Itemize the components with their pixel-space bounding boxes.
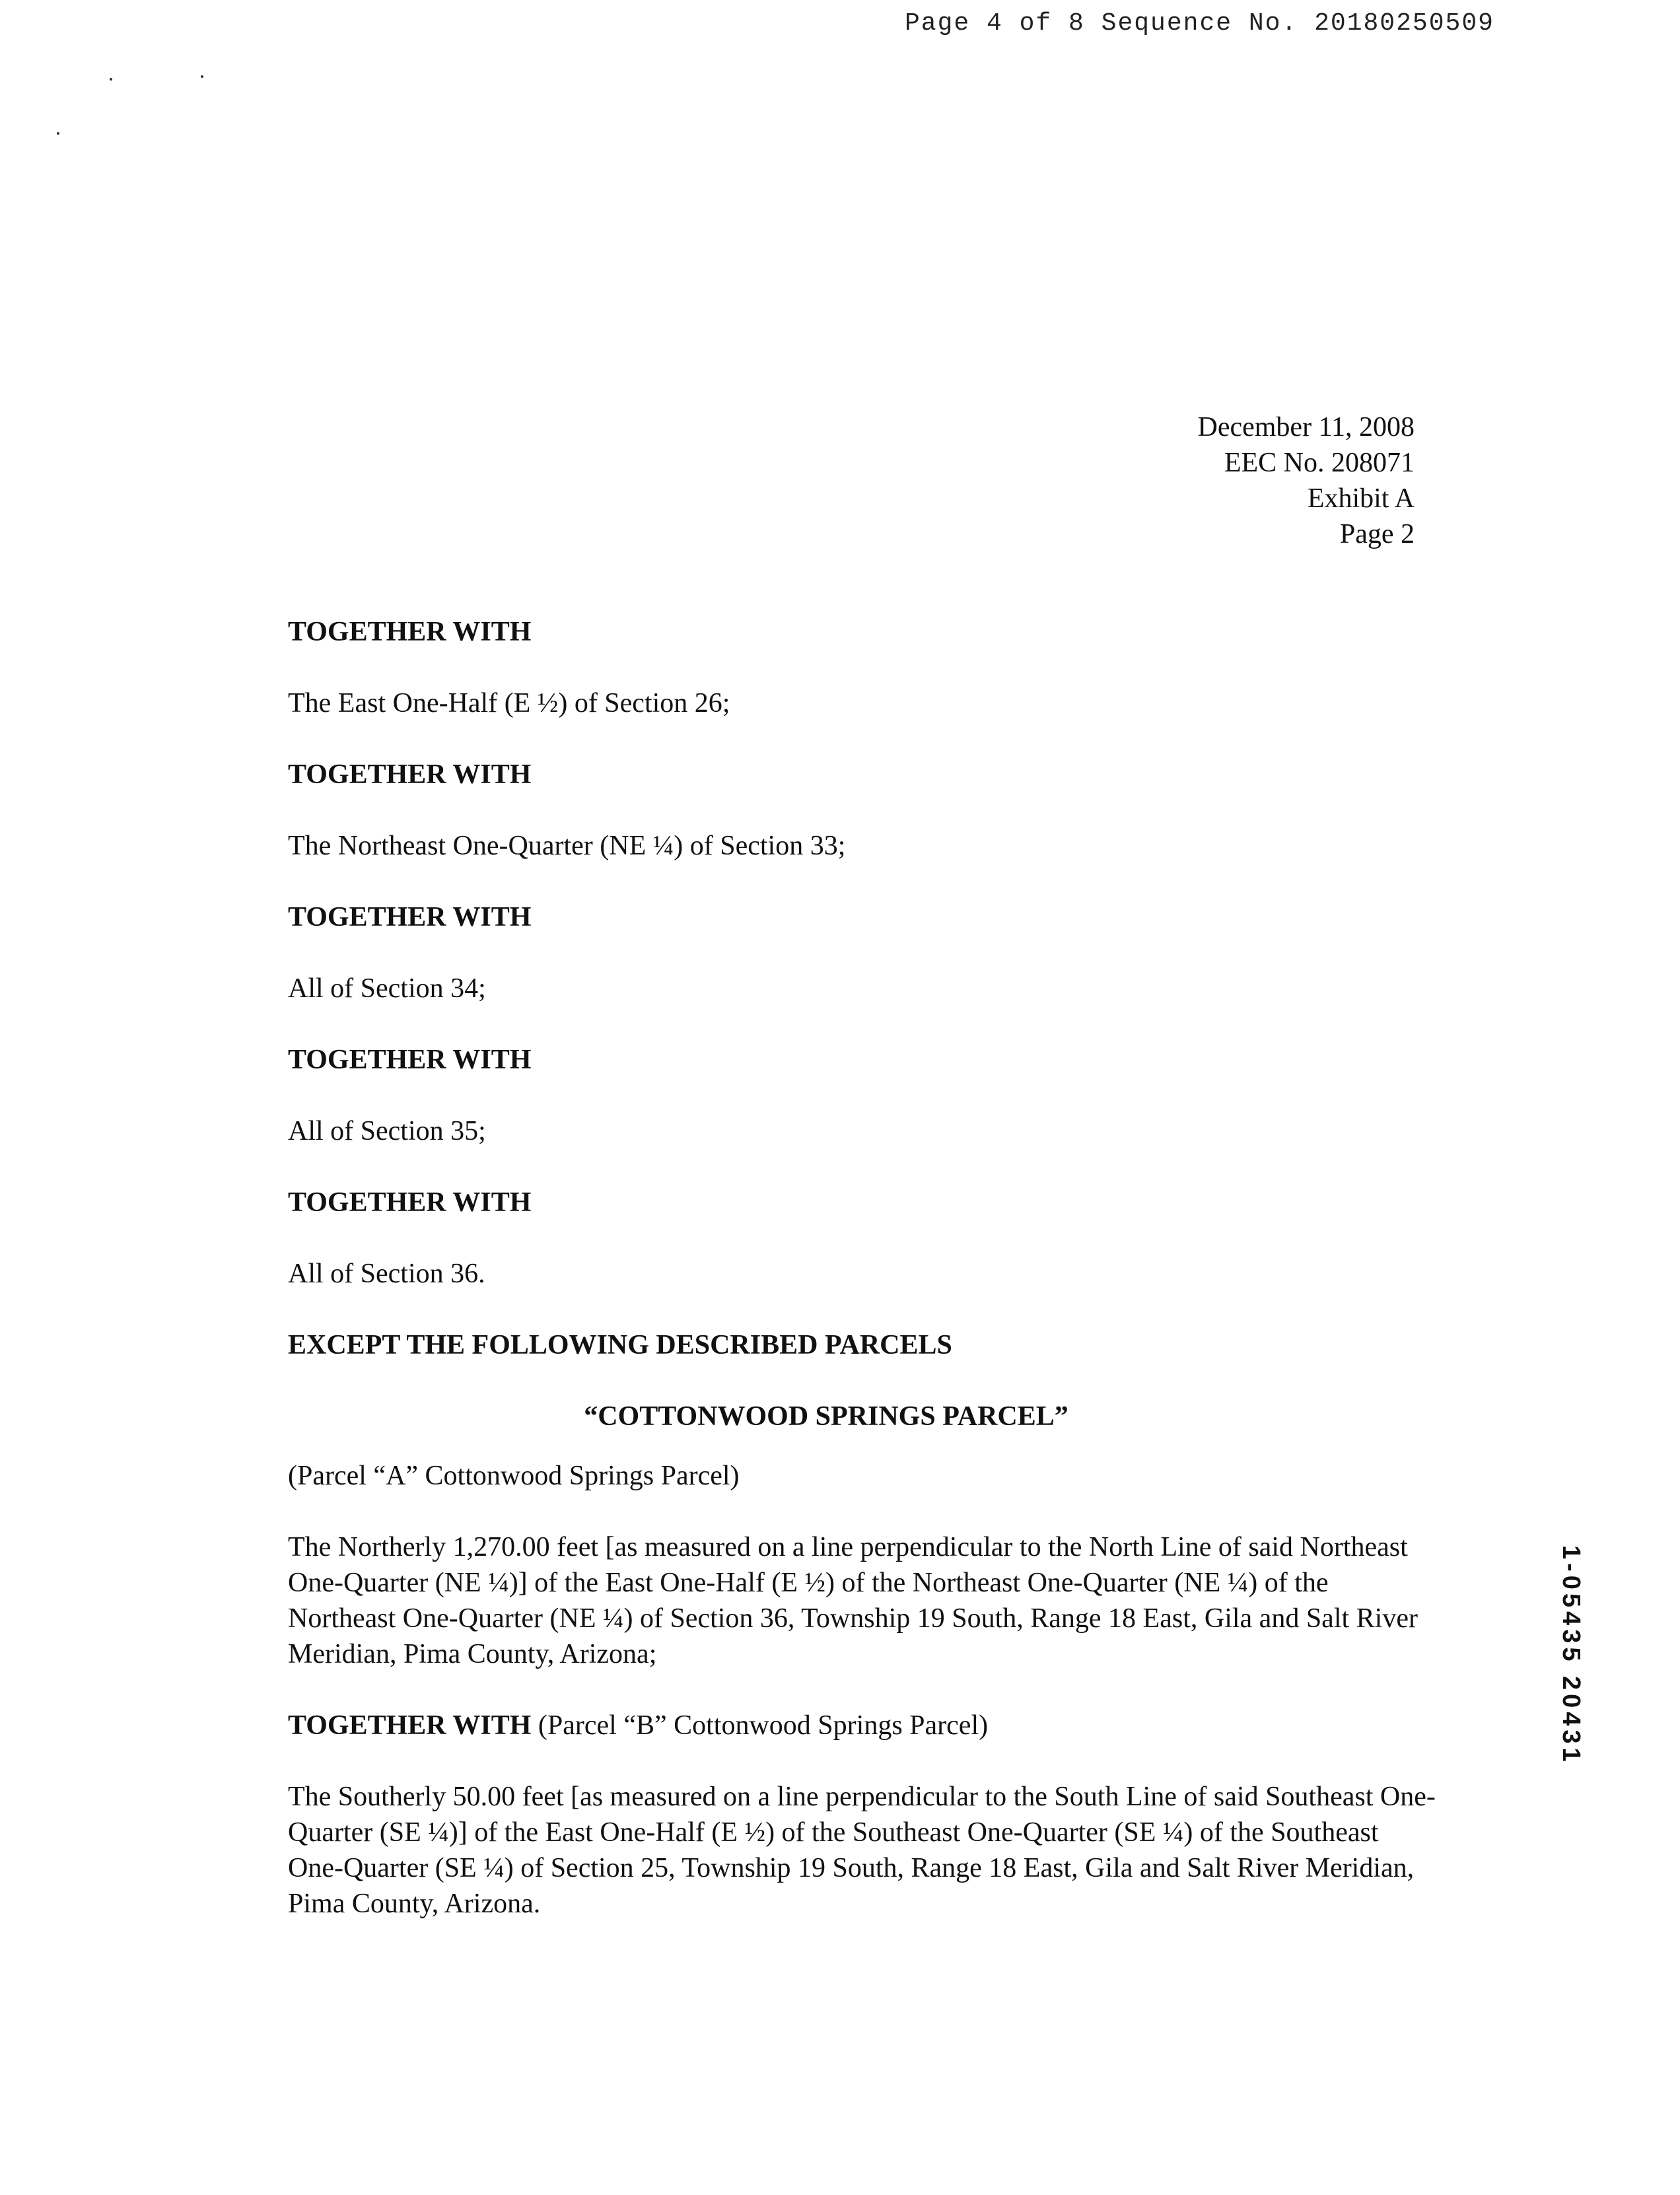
parcel-b-description: The Southerly 50.00 feet [as measured on a line perpendicular to the South Line of said Southeast One-Quarter (SE ¼)] of the East One-Half (E ½) of the Southeast One-Quarter (SE ¼) of the Southeast One-Quarter (SE ¼) of Section 25, Township 19 South, Range 18 East, Gila and Salt River Meridian, Pima County, Arizona. (288, 1782, 1436, 1919)
document-body (288, 614, 1450, 1922)
section-heading: TOGETHER WITH (288, 617, 532, 647)
section-heading: TOGETHER WITH (288, 759, 532, 790)
scan-speck (201, 75, 203, 78)
parcel-b-line (288, 1708, 1450, 1743)
page-label: Page 2 (1339, 519, 1415, 549)
section-text: All of Section 34; (288, 973, 486, 1004)
document-header (1198, 409, 1415, 552)
parcel-a-description: The Northerly 1,270.00 feet [as measured on a line perpendicular to the North Line of said Northeast One-Quarter (NE ¼)] of the East One-Half (E ½) of the Northeast One-Quarter (NE ¼) of the Northeast One-Quarter (NE ¼) of Section 36, Township 19 South, Range 18 East, Gila and Salt River Meridian, Pima County, Arizona; (288, 1532, 1418, 1669)
document-date: December 11, 2008 (1197, 412, 1415, 442)
eec-number: EEC No. 208071 (1224, 448, 1415, 478)
page-sequence-stamp: Page 4 of 8 Sequence No. 20180250509 (905, 9, 1494, 38)
parcel-a-label: (Parcel “A” Cottonwood Springs Parcel) (288, 1461, 740, 1491)
recording-number-margin (1553, 1545, 1593, 1809)
exhibit-label: Exhibit A (1307, 483, 1415, 514)
except-heading: EXCEPT THE FOLLOWING DESCRIBED PARCELS (288, 1330, 952, 1360)
section-text: The Northeast One-Quarter (NE ¼) of Section 33; (288, 831, 846, 861)
section-text: All of Section 36. (288, 1259, 485, 1289)
section-heading: TOGETHER WITH (288, 902, 532, 932)
recording-number: 1-05435 20431 (1557, 1545, 1585, 1766)
scan-speck (110, 78, 112, 81)
parcel-b-label: (Parcel “B” Cottonwood Springs Parcel) (538, 1710, 989, 1741)
section-text: The East One-Half (E ½) of Section 26; (288, 688, 730, 718)
section-heading: TOGETHER WITH (288, 1187, 532, 1218)
scan-speck (57, 132, 59, 135)
section-text: All of Section 35; (288, 1116, 486, 1146)
section-heading: TOGETHER WITH (288, 1045, 532, 1075)
parcel-b-heading: TOGETHER WITH (288, 1710, 532, 1741)
parcel-title: “COTTONWOOD SPRINGS PARCEL” (584, 1401, 1068, 1432)
